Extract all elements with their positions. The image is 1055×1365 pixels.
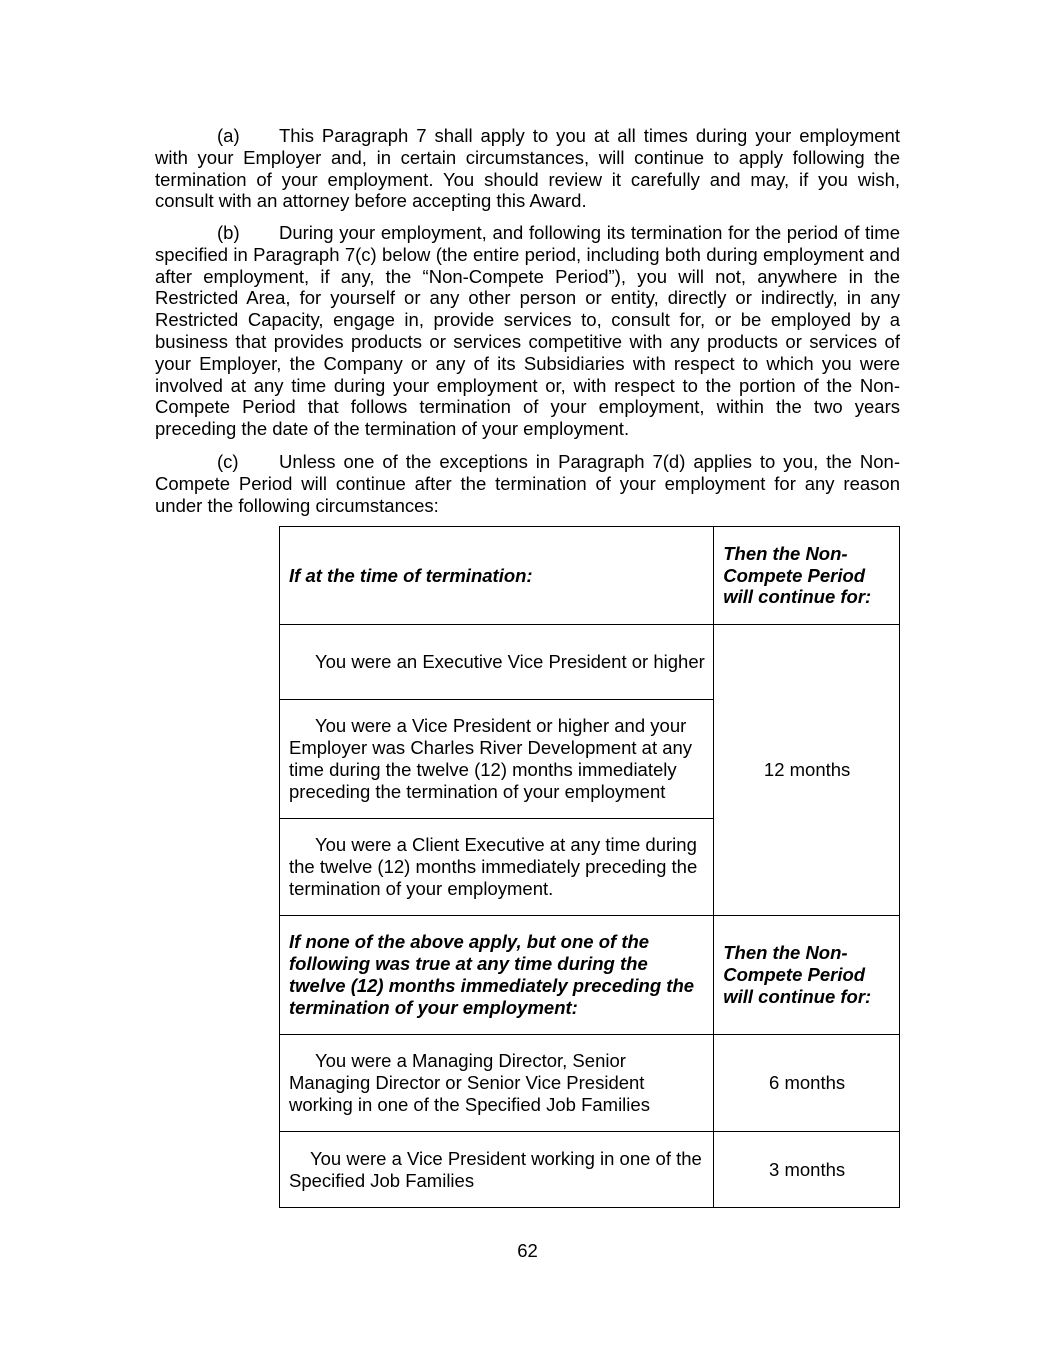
table-cell-condition (280, 1035, 714, 1132)
condition-text: You were a Vice President working in one of the Specified Job Families (289, 1147, 702, 1191)
paragraph-c-text: Unless one of the exceptions in Paragraph 7(d) applies to you, the Non-Compete Period will continue after the termination of your employment for any reason under the following circumstances: (155, 451, 900, 516)
condition-text: You were an Executive Vice President or higher (315, 651, 705, 673)
condition-text: You were a Client Executive at any time during the twelve (12) months immediately preceding the termination of your employment. (289, 834, 698, 899)
paragraph-b (155, 222, 900, 440)
table-header-left: If at the time of termination: (280, 527, 714, 625)
paragraph-b-text: During your employment, and following its termination for the period of time specified in Paragraph 7(c) below (the entire period, including both during employment and after employment, if any, the “Non-Compete Period”), you will not, anywhere in the Restricted Area, for yourself or any other person or entity, directly or indirectly, in any Restricted Capacity, engage in, provide services to, consult for, or be employed by a business that provides products or services competitive with any products or services of your Employer, the Company or any of its Subsidiaries with respect to which you were involved at any time during your employment or, with respect to the portion of the Non-Compete Period that follows termination of your employment, within the two years preceding the date of the termination of your employment. (155, 222, 900, 440)
paragraph-b-label: (b) (217, 222, 240, 243)
paragraph-a-label: (a) (217, 125, 240, 146)
table-cell-duration: 12 months (714, 625, 900, 916)
table-row (280, 625, 900, 700)
paragraph-c-label: (c) (217, 451, 239, 472)
table-cell-condition (280, 1132, 714, 1208)
table-cell-duration: 6 months (714, 1035, 900, 1132)
table-row (280, 1132, 900, 1208)
condition-text: You were a Vice President or higher and your Employer was Charles River Development at any time during the twelve (12) months immediately preceding the termination of your employment (289, 715, 693, 802)
condition-text: You were a Managing Director, Senior Managing Director or Senior Vice President working in one of the Specified Job Families (289, 1050, 650, 1115)
table-cell-condition (280, 625, 714, 700)
table-row (280, 1035, 900, 1132)
page-number: 62 (517, 1240, 538, 1261)
table-cell-duration: 3 months (714, 1132, 900, 1208)
table-cell-condition (280, 700, 714, 819)
table-subheader-right: Then the Non-Compete Period will continue for: (714, 916, 900, 1035)
table-subheader-left: If none of the above apply, but one of the following was true at any time during the twelve (12) months immediately preceding the termination of your employment: (280, 916, 714, 1035)
paragraph-c (155, 451, 900, 516)
paragraph-a-text: This Paragraph 7 shall apply to you at all times during your employment with your Employer and, in certain circumstances, will continue to apply following the termination of your employment. You should review it carefully and may, if you wish, consult with an attorney before accepting this Award. (155, 125, 900, 212)
paragraph-a (155, 125, 900, 212)
table-header-right: Then the Non-Compete Period will continue for: (714, 527, 900, 625)
table-cell-condition (280, 819, 714, 916)
table-header-row (280, 527, 900, 625)
table-subheader-row (280, 916, 900, 1035)
non-compete-table (279, 526, 900, 1208)
